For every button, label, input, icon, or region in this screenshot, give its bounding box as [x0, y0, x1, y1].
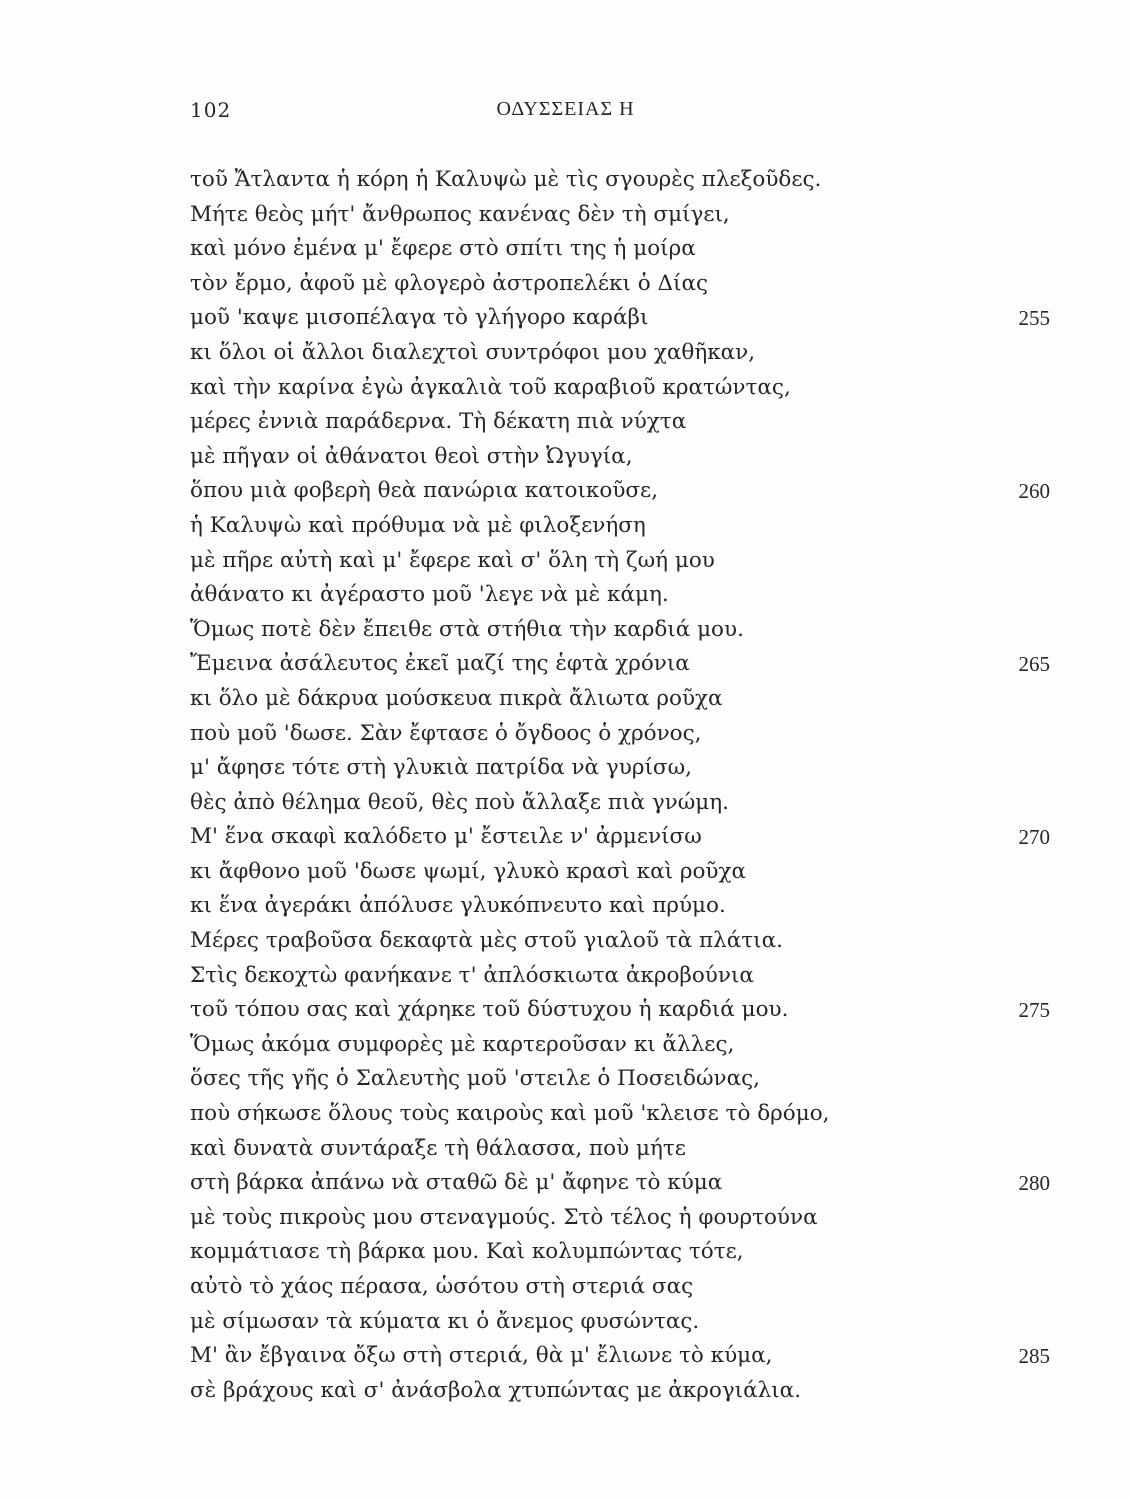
verse-line-text: θὲς ἀπὸ θέλημα θεοῦ, θὲς ποὺ ἄλλαξε πιὰ γνώμη. [190, 789, 729, 815]
verse-line-text: Ὅμως ἀκόμα συμφορὲς μὲ καρτεροῦσαν κι ἄλλες, [190, 1031, 735, 1057]
verse-line-text: ἡ Καλυψὼ καὶ πρόθυμα νὰ μὲ φιλοξενήση [190, 512, 646, 538]
verse-line [190, 232, 1050, 267]
verse-line [190, 440, 1050, 475]
verse-line [190, 889, 1050, 924]
verse-line [190, 578, 1050, 613]
verse-line [190, 474, 1050, 509]
verse-line [190, 682, 1050, 717]
verse-line [190, 509, 1050, 544]
verse-line [190, 924, 1050, 959]
verse-line-text: τὸν ἔρμο, ἀφοῦ μὲ φλογερὸ ἀστροπελέκι ὁ Δίας [190, 270, 709, 296]
verse-line [190, 855, 1050, 890]
line-number: 280 [1018, 1171, 1050, 1196]
verse-line-text: Μέρες τραβοῦσα δεκαφτὰ μὲς στοῦ γιαλοῦ τὰ πλάτια. [190, 928, 783, 954]
verse-line-text: αὐτὸ τὸ χάος πέρασα, ὡσότου στὴ στεριά σας [190, 1274, 694, 1299]
line-number: 260 [1018, 479, 1050, 504]
verse-line-text: στὴ βάρκα ἀπάνω νὰ σταθῶ δὲ μ' ἄφηνε τὸ κύμα [190, 1170, 723, 1196]
verse-line-text: Μήτε θεὸς μήτ' ἄνθρωπος κανένας δὲν τὴ σμίγει, [190, 201, 730, 227]
verse-line [190, 405, 1050, 440]
verse-line-text: κι ἄφθονο μοῦ 'δωσε ψωμί, γλυκὸ κρασὶ καὶ ροῦχα [190, 858, 747, 884]
verse-line-text: σὲ βράχους καὶ σ' ἀνάσβολα χτυπώντας με ἀκρογιάλια. [190, 1377, 802, 1403]
verse-line [190, 1166, 1050, 1201]
verse-line [190, 1201, 1050, 1236]
verse-line-text: κι ὅλοι οἱ ἄλλοι διαλεχτοὶ συντρόφοι μου χαθῆκαν, [190, 339, 756, 365]
line-number: 270 [1018, 825, 1050, 850]
verse-line [190, 647, 1050, 682]
verse-line [190, 1097, 1050, 1132]
verse-line [190, 544, 1050, 579]
verse-line [190, 301, 1050, 336]
verse-line-text: μὲ τοὺς πικροὺς μου στεναγμούς. Στὸ τέλος ἡ φουρτούνα [190, 1204, 818, 1230]
verse-line [190, 267, 1050, 302]
verse-line-text: ποὺ μοῦ 'δωσε. Σὰν ἔφτασε ὁ ὄγδοος ὁ χρόνος, [190, 720, 702, 746]
verse-line-text: καὶ τὴν καρίνα ἐγὼ ἀγκαλιὰ τοῦ καραβιοῦ κρατώντας, [190, 374, 791, 400]
line-number: 255 [1018, 306, 1050, 331]
verse-line-text: μὲ σίμωσαν τὰ κύματα κι ὁ ἄνεμος φυσώντας. [190, 1308, 700, 1334]
verse-line [190, 959, 1050, 994]
verse-line-text: τοῦ τόπου σας καὶ χάρηκε τοῦ δύστυχου ἡ καρδιά μου. [190, 997, 789, 1023]
verse-line-text: ποὺ σήκωσε ὅλους τοὺς καιροὺς καὶ μοῦ 'κλεισε τὸ δρόμο, [190, 1101, 830, 1127]
verse-block [190, 163, 1050, 1408]
verse-line-text: μ' ἄφησε τότε στὴ γλυκιὰ πατρίδα νὰ γυρίσω, [190, 755, 692, 781]
verse-line [190, 751, 1050, 786]
verse-line [190, 1028, 1050, 1063]
line-number: 285 [1018, 1344, 1050, 1369]
verse-line-text: μοῦ 'καψε μισοπέλαγα τὸ γλήγορο καράβι [190, 305, 649, 331]
verse-line-text: κι ὅλο μὲ δάκρυα μούσκευα πικρὰ ἄλιωτα ροῦχα [190, 685, 723, 711]
verse-line [190, 163, 1050, 198]
verse-line-text: μὲ πῆρε αὐτὴ καὶ μ' ἔφερε καὶ σ' ὅλη τὴ ζωή μου [190, 547, 715, 573]
verse-line-text: ὅσες τῆς γῆς ὁ Σαλευτὴς μοῦ 'στειλε ὁ Ποσειδώνας, [190, 1066, 761, 1092]
line-number: 265 [1018, 652, 1050, 677]
verse-line [190, 717, 1050, 752]
verse-line-text: Μ' ἂν ἔβγαινα ὄξω στὴ στεριά, θὰ μ' ἔλιωνε τὸ κύμα, [190, 1343, 773, 1369]
verse-line [190, 786, 1050, 821]
verse-line-text: μὲ πῆγαν οἱ ἀθάνατοι θεοὶ στὴν Ὠγυγία, [190, 443, 633, 469]
verse-line [190, 993, 1050, 1028]
line-number: 275 [1018, 998, 1050, 1023]
verse-line [190, 1270, 1050, 1305]
verse-line-text: καὶ δυνατὰ συντάραξε τὴ θάλασσα, ποὺ μήτε [190, 1135, 686, 1161]
verse-line [190, 336, 1050, 371]
verse-line [190, 1374, 1050, 1409]
verse-line-text: ἀθάνατο κι ἀγέραστο μοῦ 'λεγε νὰ μὲ κάμη. [190, 582, 669, 608]
verse-line-text: ὅπου μιὰ φοβερὴ θεὰ πανώρια κατοικοῦσε, [190, 478, 659, 504]
verse-line [190, 613, 1050, 648]
running-title: ΟΔΥΣΣΕΙΑΣ Η [496, 98, 635, 120]
verse-line [190, 1305, 1050, 1340]
verse-line-text: μέρες ἐννιὰ παράδερνα. Τὴ δέκατη πιὰ νύχτα [190, 409, 687, 435]
verse-line-text: Στὶς δεκοχτὼ φανήκανε τ' ἀπλόσκιωτα ἀκροβούνια [190, 962, 754, 988]
verse-line [190, 1062, 1050, 1097]
verse-line [190, 371, 1050, 406]
verse-line [190, 1235, 1050, 1270]
verse-line-text: κι ἕνα ἀγεράκι ἀπόλυσε γλυκόπνευτο καὶ πρύμο. [190, 893, 726, 919]
verse-line-text: Ἔμεινα ἀσάλευτος ἐκεῖ μαζί της ἑφτὰ χρόνια [190, 651, 690, 677]
page-number: 102 [190, 98, 232, 122]
verse-line-text: κομμάτιασε τὴ βάρκα μου. Καὶ κολυμπώντας τότε, [190, 1239, 744, 1265]
verse-line-text: Μ' ἕνα σκαφὶ καλόδετο μ' ἔστειλε ν' ἀρμενίσω [190, 824, 702, 850]
verse-line [190, 1132, 1050, 1167]
verse-line [190, 1339, 1050, 1374]
verse-line [190, 198, 1050, 233]
verse-line [190, 820, 1050, 855]
verse-line-text: καὶ μόνο ἐμένα μ' ἔφερε στὸ σπίτι της ἡ μοίρα [190, 236, 696, 262]
verse-line-text: τοῦ Ἄτλαντα ἡ κόρη ἡ Καλυψὼ μὲ τὶς σγουρὲς πλεξοῦδες. [190, 167, 822, 192]
verse-line-text: Ὅμως ποτὲ δὲν ἔπειθε στὰ στήθια τὴν καρδιά μου. [190, 616, 744, 642]
